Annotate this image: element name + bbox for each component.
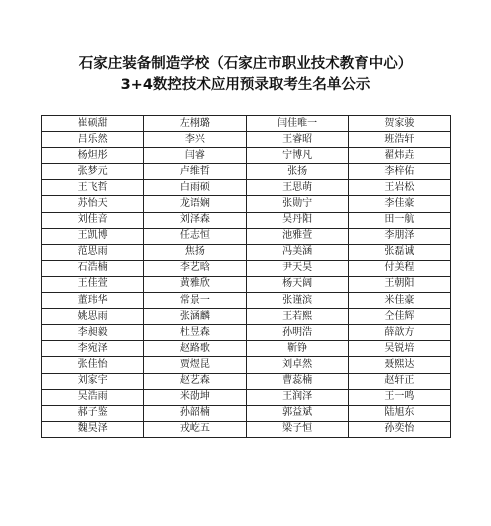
name-cell: 李朋泽 (348, 228, 450, 244)
name-cell: 孙奕怡 (348, 421, 450, 437)
name-cell: 刘泽森 (144, 212, 246, 228)
name-cell: 张佳怡 (42, 357, 144, 373)
name-cell: 王岩松 (348, 180, 450, 196)
name-cell: 池雅萱 (246, 228, 348, 244)
name-cell: 贺家骏 (348, 116, 450, 132)
name-cell: 杨炟彤 (42, 148, 144, 164)
name-cell: 孙明浩 (246, 325, 348, 341)
name-cell: 付美程 (348, 260, 450, 276)
table-row (42, 405, 451, 421)
table-row (42, 212, 451, 228)
table-row (42, 180, 451, 196)
name-cell: 任志恒 (144, 228, 246, 244)
table-row (42, 325, 451, 341)
name-cell: 曹蕊楠 (246, 373, 348, 389)
name-cell: 王凯博 (42, 228, 144, 244)
name-cell: 郝子鉴 (42, 405, 144, 421)
name-cell: 崔硕甜 (42, 116, 144, 132)
name-cell: 李兴 (144, 132, 246, 148)
name-cell: 王飞哲 (42, 180, 144, 196)
name-cell: 张涵麟 (144, 309, 246, 325)
name-cell: 米劭坤 (144, 389, 246, 405)
name-cell: 贾煜昆 (144, 357, 246, 373)
name-cell: 董玮华 (42, 293, 144, 309)
name-cell: 仝佳辉 (348, 309, 450, 325)
name-cell: 吴锐培 (348, 341, 450, 357)
name-cell: 王若熙 (246, 309, 348, 325)
table-row (42, 309, 451, 325)
name-cell: 郭益斌 (246, 405, 348, 421)
name-cell: 王佳萱 (42, 276, 144, 292)
name-cell: 常景一 (144, 293, 246, 309)
name-cell: 陆旭东 (348, 405, 450, 421)
name-cell: 黄雅欣 (144, 276, 246, 292)
name-cell: 王睿昭 (246, 132, 348, 148)
candidate-name-table (41, 115, 451, 438)
name-cell: 张扬 (246, 164, 348, 180)
name-cell: 王思萌 (246, 180, 348, 196)
name-cell: 杨天阔 (246, 276, 348, 292)
name-cell: 闫睿 (144, 148, 246, 164)
table-row (42, 389, 451, 405)
table-row (42, 164, 451, 180)
table-row (42, 357, 451, 373)
name-cell: 米佳豪 (348, 293, 450, 309)
name-cell: 赵路歌 (144, 341, 246, 357)
table-row (42, 148, 451, 164)
name-cell: 宁博凡 (246, 148, 348, 164)
name-cell: 张谨滨 (246, 293, 348, 309)
name-cell: 刘家宇 (42, 373, 144, 389)
name-cell: 李宛泽 (42, 341, 144, 357)
table-row (42, 196, 451, 212)
name-cell: 龙语娴 (144, 196, 246, 212)
name-cell: 靳铮 (246, 341, 348, 357)
name-cell: 刘佳音 (42, 212, 144, 228)
name-cell: 闫佳唯一 (246, 116, 348, 132)
name-cell: 薛歆方 (348, 325, 450, 341)
document-subtitle: 3+4数控技术应用预录取考生名单公示 (120, 77, 371, 93)
name-cell: 卢维哲 (144, 164, 246, 180)
name-cell: 李艺晗 (144, 260, 246, 276)
name-cell: 尹天昊 (246, 260, 348, 276)
name-cell: 吕乐然 (42, 132, 144, 148)
name-cell: 田一航 (348, 212, 450, 228)
table-row (42, 293, 451, 309)
name-cell: 石浩楠 (42, 260, 144, 276)
name-cell: 聂熙达 (348, 357, 450, 373)
table-row (42, 260, 451, 276)
name-cell: 杜昱森 (144, 325, 246, 341)
name-cell: 刘卓然 (246, 357, 348, 373)
table-row (42, 132, 451, 148)
table-row (42, 116, 451, 132)
name-cell: 戎屹五 (144, 421, 246, 437)
name-cell: 冯美涵 (246, 244, 348, 260)
table-row (42, 228, 451, 244)
name-cell: 王朝阳 (348, 276, 450, 292)
table-row (42, 244, 451, 260)
table-row (42, 276, 451, 292)
name-cell: 魏昊泽 (42, 421, 144, 437)
name-cell: 吴浩雨 (42, 389, 144, 405)
document-title: 石家庄装备制造学校（石家庄市职业技术教育中心） (78, 56, 413, 72)
name-cell: 张梦元 (42, 164, 144, 180)
name-cell: 焦扬 (144, 244, 246, 260)
table-row (42, 373, 451, 389)
name-cell: 孙韶楠 (144, 405, 246, 421)
name-cell: 李佳豪 (348, 196, 450, 212)
name-cell: 梁子恒 (246, 421, 348, 437)
name-cell: 翟炜垚 (348, 148, 450, 164)
name-cell: 李昶毅 (42, 325, 144, 341)
name-cell: 赵轩正 (348, 373, 450, 389)
name-cell: 王润泽 (246, 389, 348, 405)
name-cell: 李梓佑 (348, 164, 450, 180)
name-cell: 范思雨 (42, 244, 144, 260)
name-table-body (42, 116, 451, 438)
name-cell: 王一鸣 (348, 389, 450, 405)
table-row (42, 421, 451, 437)
name-cell: 张磊诚 (348, 244, 450, 260)
name-cell: 赵艺森 (144, 373, 246, 389)
name-cell: 姚思雨 (42, 309, 144, 325)
name-cell: 苏怡天 (42, 196, 144, 212)
name-cell: 白雨硕 (144, 180, 246, 196)
name-cell: 吴丹阳 (246, 212, 348, 228)
name-cell: 班浩轩 (348, 132, 450, 148)
name-cell: 张勋宁 (246, 196, 348, 212)
table-row (42, 341, 451, 357)
name-cell: 左栩璐 (144, 116, 246, 132)
